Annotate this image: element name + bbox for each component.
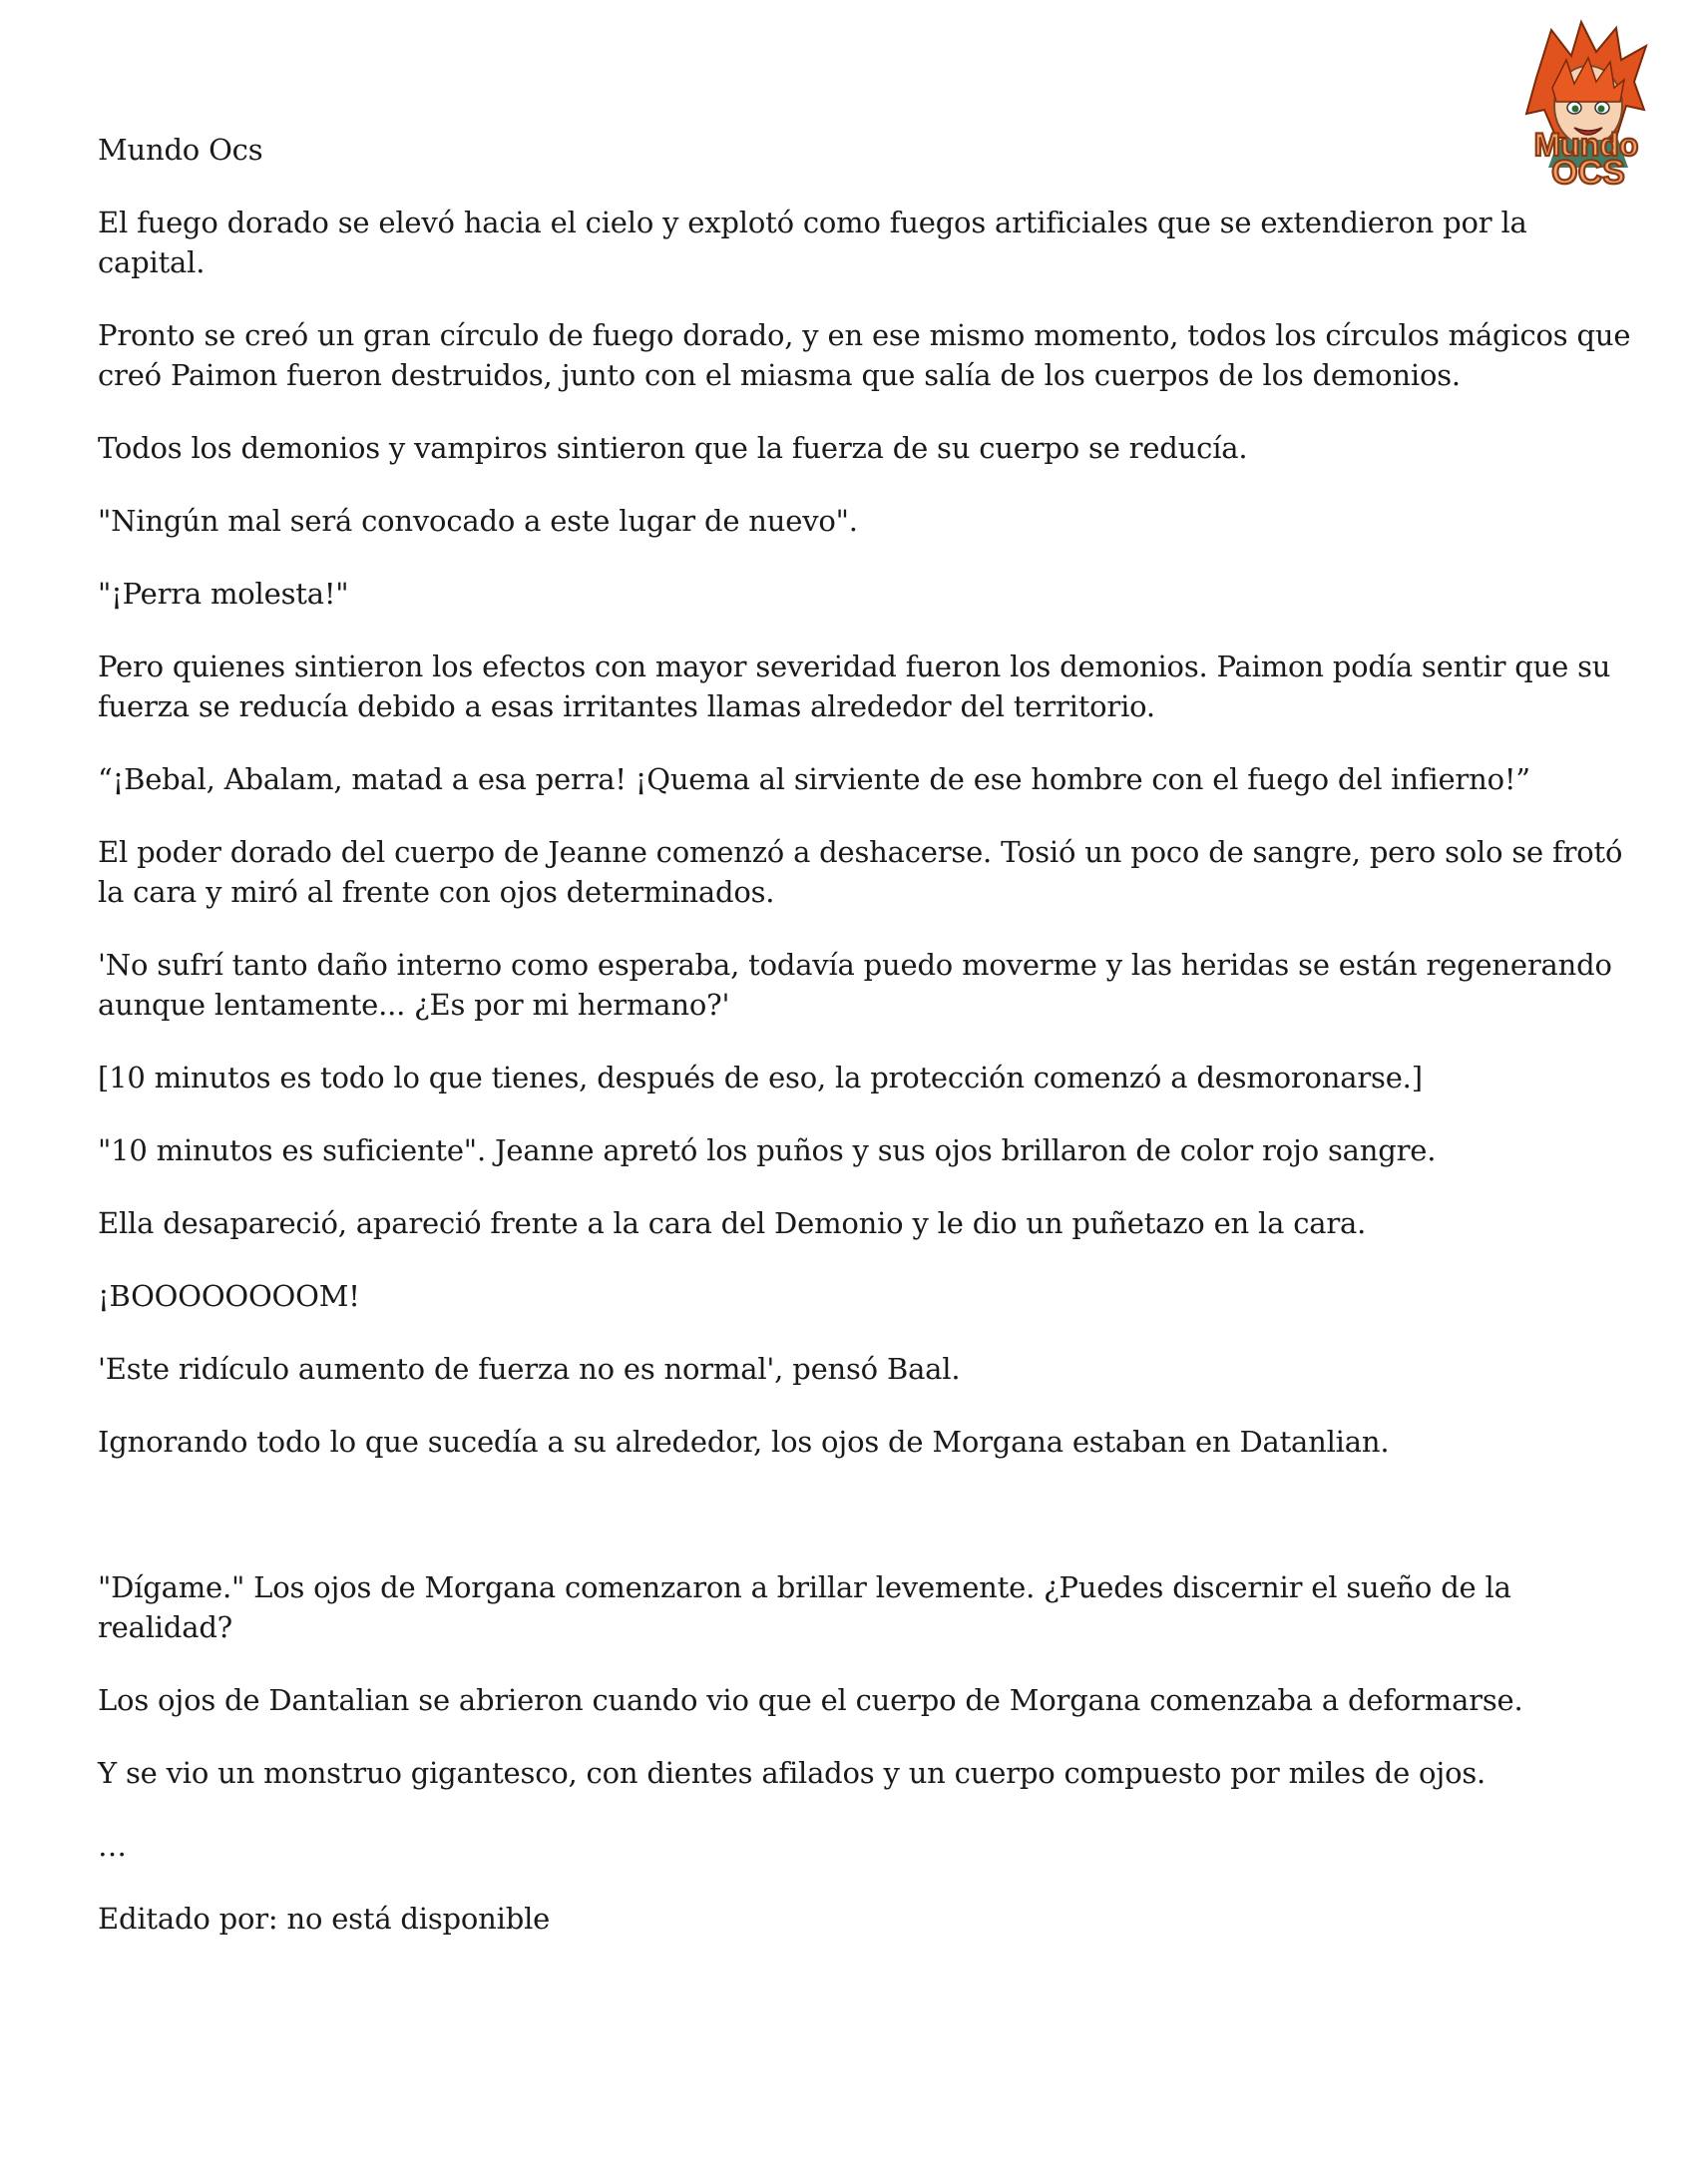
paragraph: 'Este ridículo aumento de fuerza no es normal', pensó Baal. xyxy=(98,1352,961,1386)
paragraph: Ella desapareció, apareció frente a la cara del Demonio y le dio un puñetazo en la cara. xyxy=(98,1206,1367,1240)
section-spacer xyxy=(98,1495,1634,1567)
paragraph: Pero quienes sintieron los efectos con mayor severidad fueron los demonios. Paimon podía sentir que su fuerza se reducía debido a esas irritantes llamas alrededor del territorio. xyxy=(98,650,1611,723)
logo-text-ocs: OCS xyxy=(1551,154,1625,188)
paragraph: Y se vio un monstruo gigantesco, con dientes afilados y un cuerpo compuesto por miles de ojos. xyxy=(98,1756,1486,1790)
paragraph: Los ojos de Dantalian se abrieron cuando vio que el cuerpo de Morgana comenzaba a deformarse. xyxy=(98,1683,1523,1717)
paragraph: 'No sufrí tanto daño interno como esperaba, todavía puedo moverme y las heridas se están regenerando aunque lentamente... ¿Es por mi hermano?' xyxy=(98,948,1612,1022)
paragraph: Pronto se creó un gran círculo de fuego dorado, y en ese mismo momento, todos los círculos mágicos que creó Paimon fueron destruidos, junto con el miasma que salía de los cuerpos de los demonios. xyxy=(98,318,1631,392)
paragraph: El poder dorado del cuerpo de Jeanne comenzó a deshacerse. Tosió un poco de sangre, pero solo se frotó la cara y miró al frente con ojos determinados. xyxy=(98,835,1623,909)
paragraph: El fuego dorado se elevó hacia el cielo y explotó como fuegos artificiales que se extendieron por la capital. xyxy=(98,206,1527,279)
document-body xyxy=(98,130,1634,1971)
paragraph-group-main xyxy=(98,203,1634,1462)
paragraph: "¡Perra molesta!" xyxy=(98,577,349,611)
paragraph: ¡BOOOOOOOOM! xyxy=(98,1279,360,1313)
paragraph-group-end xyxy=(98,1567,1634,1939)
paragraph: "Ningún mal será convocado a este lugar de nuevo". xyxy=(98,504,858,538)
paragraph: … xyxy=(98,1829,127,1863)
document-header: Mundo Ocs xyxy=(98,133,263,167)
paragraph: Todos los demonios y vampiros sintieron que la fuerza de su cuerpo se reducía. xyxy=(98,431,1248,465)
paragraph: "Dígame." Los ojos de Morgana comenzaron a brillar levemente. ¿Puedes discernir el sueño de la realidad? xyxy=(98,1570,1511,1644)
paragraph: Editado por: no está disponible xyxy=(98,1902,551,1936)
paragraph: "10 minutos es suficiente". Jeanne apretó los puños y sus ojos brillaron de color rojo sangre. xyxy=(98,1133,1437,1167)
paragraph: Ignorando todo lo que sucedía a su alrededor, los ojos de Morgana estaban en Datanlian. xyxy=(98,1425,1390,1459)
paragraph: [10 minutos es todo lo que tienes, después de eso, la protección comenzó a desmoronarse.] xyxy=(98,1061,1423,1094)
paragraph: “¡Bebal, Abalam, matad a esa perra! ¡Quema al sirviente de ese hombre con el fuego del infierno!” xyxy=(98,762,1530,796)
logo-text-mundo: Mundo xyxy=(1533,127,1639,163)
